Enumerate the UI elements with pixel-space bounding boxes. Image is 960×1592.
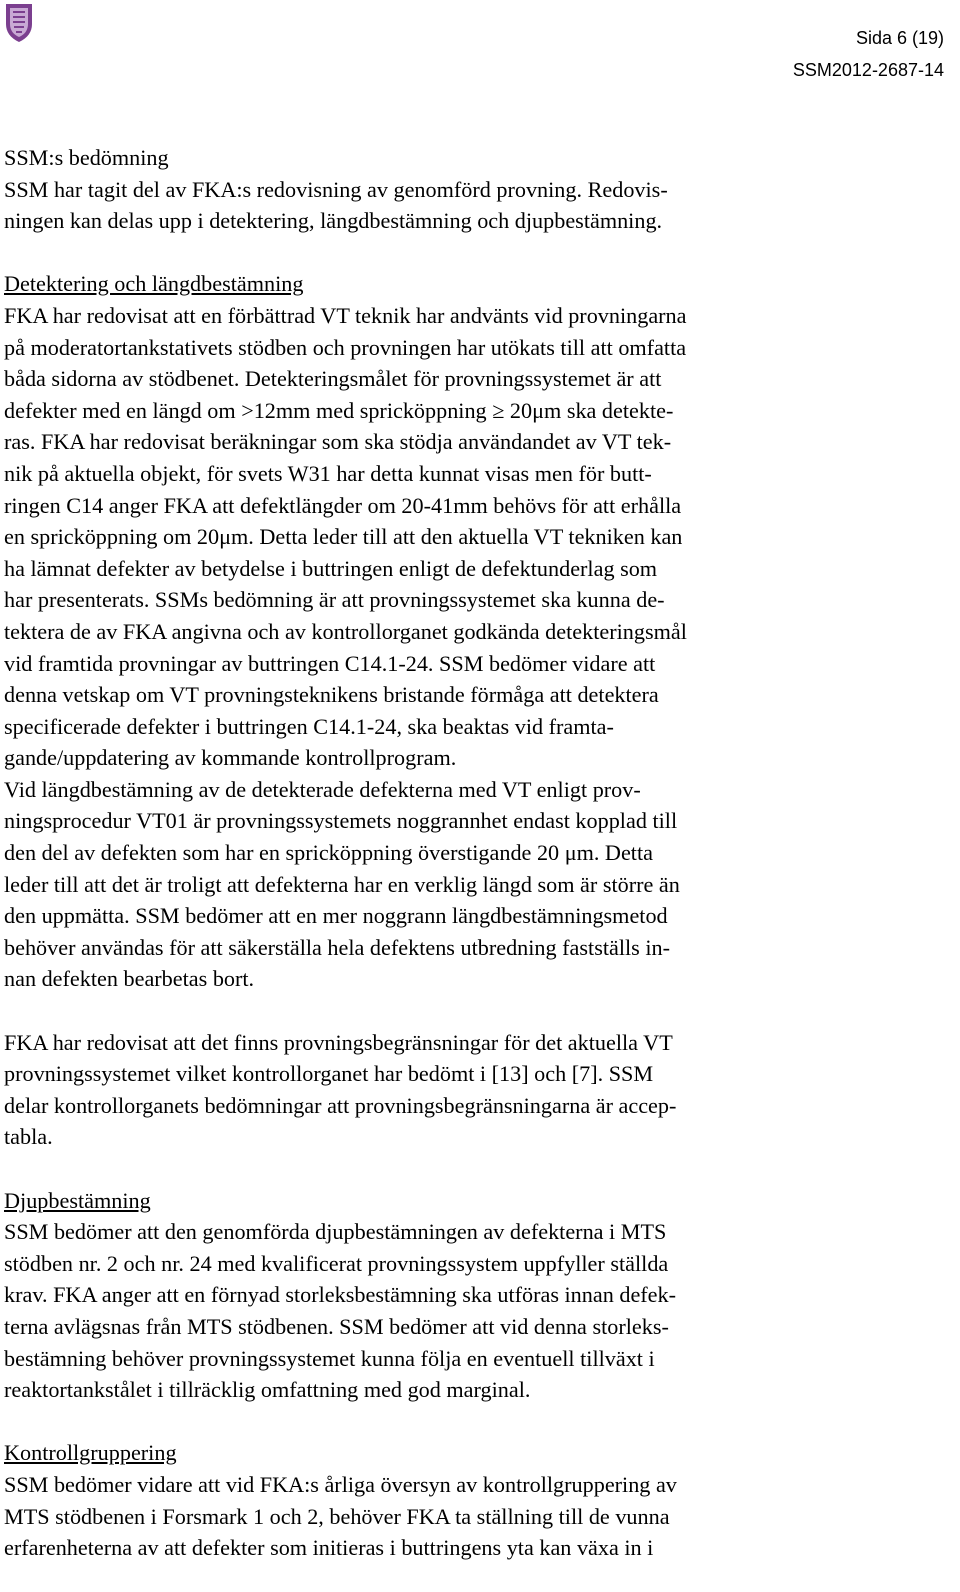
text-line: en spricköppning om 20μm. Detta leder till att den aktuella VT tekniken kan bbox=[4, 524, 683, 550]
text-line: Vid längdbestämning av de detekterade defekterna med VT enligt prov- bbox=[4, 776, 641, 802]
text-line: delar kontrollorganets bedömningar att provningsbegränsningarna är accep- bbox=[4, 1092, 677, 1118]
document-number: SSM2012-2687-14 bbox=[792, 60, 944, 80]
section-title: SSM:s bedömning bbox=[4, 145, 169, 170]
section-djupbestamning bbox=[4, 1185, 844, 1406]
text-line: ningen kan delas upp i detektering, längdbestämning och djupbestämning. bbox=[4, 208, 663, 234]
text-line: krav. FKA anger att en förnyad storleksbestämning ska utföras innan defek- bbox=[4, 1282, 677, 1308]
text-line: MTS stödbenen i Forsmark 1 och 2, behöver FKA ta ställning till de vunna bbox=[4, 1503, 670, 1529]
page-header bbox=[793, 22, 944, 86]
ssm-shield-icon bbox=[4, 2, 34, 44]
text-line: nan defekten bearbetas bort. bbox=[4, 966, 255, 992]
text-line: ningsprocedur VT01 är provningssystemets noggrannhet endast kopplad till bbox=[4, 808, 678, 834]
text-line: SSM bedömer vidare att vid FKA:s årliga översyn av kontrollgruppering av bbox=[4, 1471, 677, 1497]
text-line: tabla. bbox=[4, 1124, 53, 1150]
text-line: reaktortankstålet i tillräcklig omfattning med god marginal. bbox=[4, 1377, 531, 1403]
text-line: behöver användas för att säkerställa hela defektens utbredning fastställs in- bbox=[4, 934, 671, 960]
text-line: ringen C14 anger FKA att defektlängder om 20-41mm behövs för att erhålla bbox=[4, 492, 682, 518]
text-line: tektera de av FKA angivna och av kontrollorganet godkända detekteringsmål bbox=[4, 618, 687, 644]
section-kontrollgruppering bbox=[4, 1437, 844, 1563]
text-line: vid framtida provningar av buttringen C14.1-24. SSM bedömer vidare att bbox=[4, 650, 656, 676]
text-line: båda sidorna av stödbenet. Detekteringsmålet för provningssystemet är att bbox=[4, 366, 662, 392]
text-line: specificerade defekter i buttringen C14.1-24, ska beaktas vid framta- bbox=[4, 713, 614, 739]
text-line: leder till att det är troligt att defekterna har en verklig längd som är större än bbox=[4, 871, 680, 897]
text-line: denna vetskap om VT provningsteknikens bristande förmåga att detektera bbox=[4, 682, 659, 708]
document-body bbox=[4, 142, 844, 1564]
text-line: nik på aktuella objekt, för svets W31 har detta kunnat visas men för butt- bbox=[4, 460, 652, 486]
section-bedomning bbox=[4, 142, 844, 237]
section-heading: Kontrollgruppering bbox=[4, 1440, 177, 1466]
text-line: ha lämnat defekter av betydelse i buttringen enligt de defektunderlag som bbox=[4, 555, 658, 581]
text-line: bestämning behöver provningssystemet kunna följa en eventuell tillväxt i bbox=[4, 1345, 655, 1371]
section-begransningar bbox=[4, 1027, 844, 1153]
text-line: defekter med en längd om >12mm med spricköppning ≥ 20μm ska detekte- bbox=[4, 397, 674, 423]
text-line: SSM bedömer att den genomförda djupbestämningen av defekterna i MTS bbox=[4, 1219, 667, 1245]
text-line: FKA har redovisat att det finns provningsbegränsningar för det aktuella VT bbox=[4, 1029, 673, 1055]
section-detektering bbox=[4, 268, 844, 995]
text-line: SSM har tagit del av FKA:s redovisning av genomförd provning. Redovis- bbox=[4, 176, 668, 202]
text-line: ras. FKA har redovisat beräkningar som ska stödja användandet av VT tek- bbox=[4, 429, 672, 455]
text-line: den del av defekten som har en spricköppning överstigande 20 μm. Detta bbox=[4, 840, 653, 866]
text-line: FKA har redovisat att en förbättrad VT teknik har andvänts vid provningarna bbox=[4, 302, 687, 328]
text-line: stödben nr. 2 och nr. 24 med kvalificerat provningssystem uppfyller ställda bbox=[4, 1250, 669, 1276]
text-line: på moderatortankstativets stödben och provningen har utökats till att omfatta bbox=[4, 334, 687, 360]
text-line: terna avlägsnas från MTS stödbenen. SSM bedömer att vid denna storleks- bbox=[4, 1313, 669, 1339]
page-label: Sida 6 (19) bbox=[855, 28, 944, 48]
section-heading: Detektering och längdbestämning bbox=[4, 271, 304, 297]
section-heading: Djupbestämning bbox=[4, 1187, 151, 1213]
text-line: provningssystemet vilket kontrollorganet har bedömt i [13] och [7]. SSM bbox=[4, 1061, 654, 1087]
text-line: den uppmätta. SSM bedömer att en mer noggrann längdbestämningsmetod bbox=[4, 903, 668, 929]
text-line: erfarenheterna av att defekter som initieras i buttringens yta kan växa in i bbox=[4, 1535, 654, 1561]
text-line: gande/uppdatering av kommande kontrollprogram. bbox=[4, 745, 457, 771]
text-line: har presenterats. SSMs bedömning är att provningssystemet ska kunna de- bbox=[4, 587, 665, 613]
